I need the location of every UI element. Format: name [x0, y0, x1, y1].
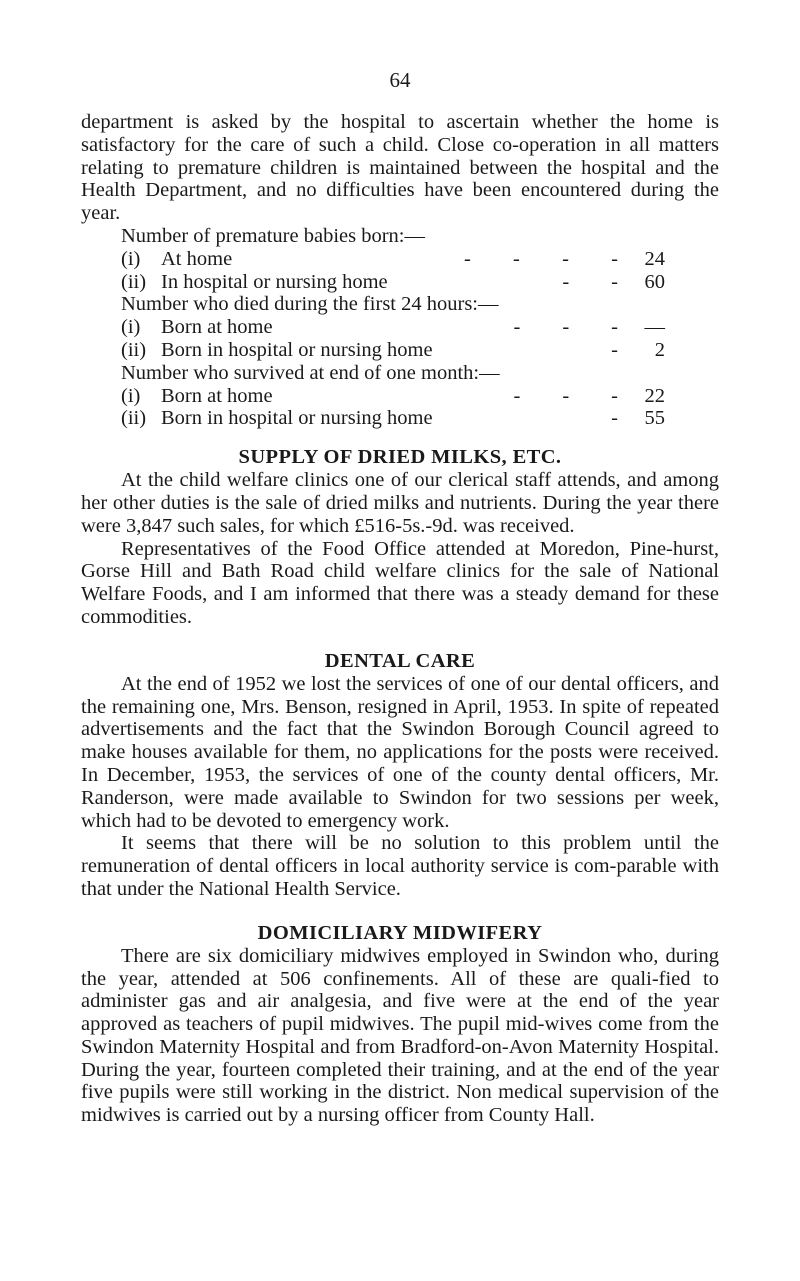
stat-number: (ii)	[121, 270, 147, 293]
stat-number: (i)	[121, 316, 141, 339]
stat-label: Born in hospital or nursing home	[161, 407, 433, 430]
leader-dashes: - -	[562, 270, 618, 293]
stat-label: Born at home	[161, 384, 273, 407]
stats-heading-born: Number of premature babies born:—	[121, 224, 425, 247]
stat-value: 2	[654, 338, 665, 361]
stat-value: —	[644, 316, 665, 339]
stat-label: In hospital or nursing home	[161, 270, 388, 293]
section-heading-midwifery: DOMICILIARY MIDWIFERY	[257, 921, 543, 944]
stat-label: At home	[161, 247, 233, 270]
paragraph: There are six domiciliary midwives employed in Swindon who, during the year, attended at 506 confinements. All of these are quali-fied to administer gas and air analgesia, and five were at the end of the year approved as teachers of pupil midwives. The pupil mid-wives come from the Swindon Maternity Hospital and from Bradford-on-Avon Maternity Hospital. During the year, fourteen completed their training, and at the end of the year five pupils were still working in the district. Non medical supervision of the midwives is carried out by a nursing officer from County Hall.	[81, 944, 719, 1127]
paragraph: Representatives of the Food Office attended at Moredon, Pine-hurst, Gorse Hill and Bath Road child welfare clinics for the sale of National Welfare Foods, and I am informed that there was a steady demand for these commodities.	[81, 537, 719, 628]
leader-dashes: - - -	[513, 316, 618, 339]
stats-heading-survived: Number who survived at end of one month:—	[121, 361, 500, 384]
leader-dashes: - - -	[513, 384, 618, 407]
stat-label: Born in hospital or nursing home	[161, 338, 433, 361]
stat-row-survived-hospital	[81, 407, 719, 430]
paragraph: It seems that there will be no solution to this problem until the remuneration of dental officers in local authority service is com-parable with that under the National Health Service.	[81, 832, 719, 900]
page-number: 64	[389, 68, 411, 92]
stat-row-born-hospital	[81, 271, 719, 294]
leader-dashes: - - - -	[464, 247, 618, 270]
premature-stats	[81, 225, 719, 430]
stat-label: Born at home	[161, 316, 273, 339]
leader-dashes: -	[611, 407, 618, 430]
section-heading-dental-care: DENTAL CARE	[324, 649, 476, 672]
stat-row-survived-home	[81, 385, 719, 408]
section-heading-dried-milks: SUPPLY OF DRIED MILKS, ETC.	[238, 446, 562, 469]
stat-number: (i)	[121, 247, 141, 270]
paragraph: At the child welfare clinics one of our clerical staff attends, and among her other duties is the sale of dried milks and nutrients. During the year there were 3,847 such sales, for which £516-5s.-9d. was received.	[81, 469, 719, 537]
stat-number: (ii)	[121, 407, 147, 430]
stat-row-died-hospital	[81, 339, 719, 362]
stat-value: 24	[644, 247, 665, 270]
stat-row-died-home	[81, 316, 719, 339]
intro-paragraph: department is asked by the hospital to ascertain whether the home is satisfactory for the care of such a child. Close co-operation in all matters relating to premature children is maintained between the hospital and the Health Department, and no difficulties have been encountered during the year.	[81, 111, 719, 225]
paragraph: At the end of 1952 we lost the services of one of our dental officers, and the remaining one, Mrs. Benson, resigned in April, 1953. In spite of repeated advertisements and the fact that the Swindon Borough Council agreed to make houses available for them, no applications for the posts were received. In December, 1953, the services of one of the county dental officers, Mr. Randerson, were made available to Swindon for two sessions per week, which had to be devoted to emergency work.	[81, 672, 719, 832]
stat-row-born-home	[81, 248, 719, 271]
stat-value: 55	[644, 407, 665, 430]
leader-dashes: -	[611, 338, 618, 361]
stats-heading-died: Number who died during the first 24 hours:—	[121, 293, 499, 316]
stat-value: 22	[644, 384, 665, 407]
stat-number: (i)	[121, 384, 141, 407]
body-text	[81, 111, 719, 1127]
stat-number: (ii)	[121, 338, 147, 361]
stat-value: 60	[644, 270, 665, 293]
